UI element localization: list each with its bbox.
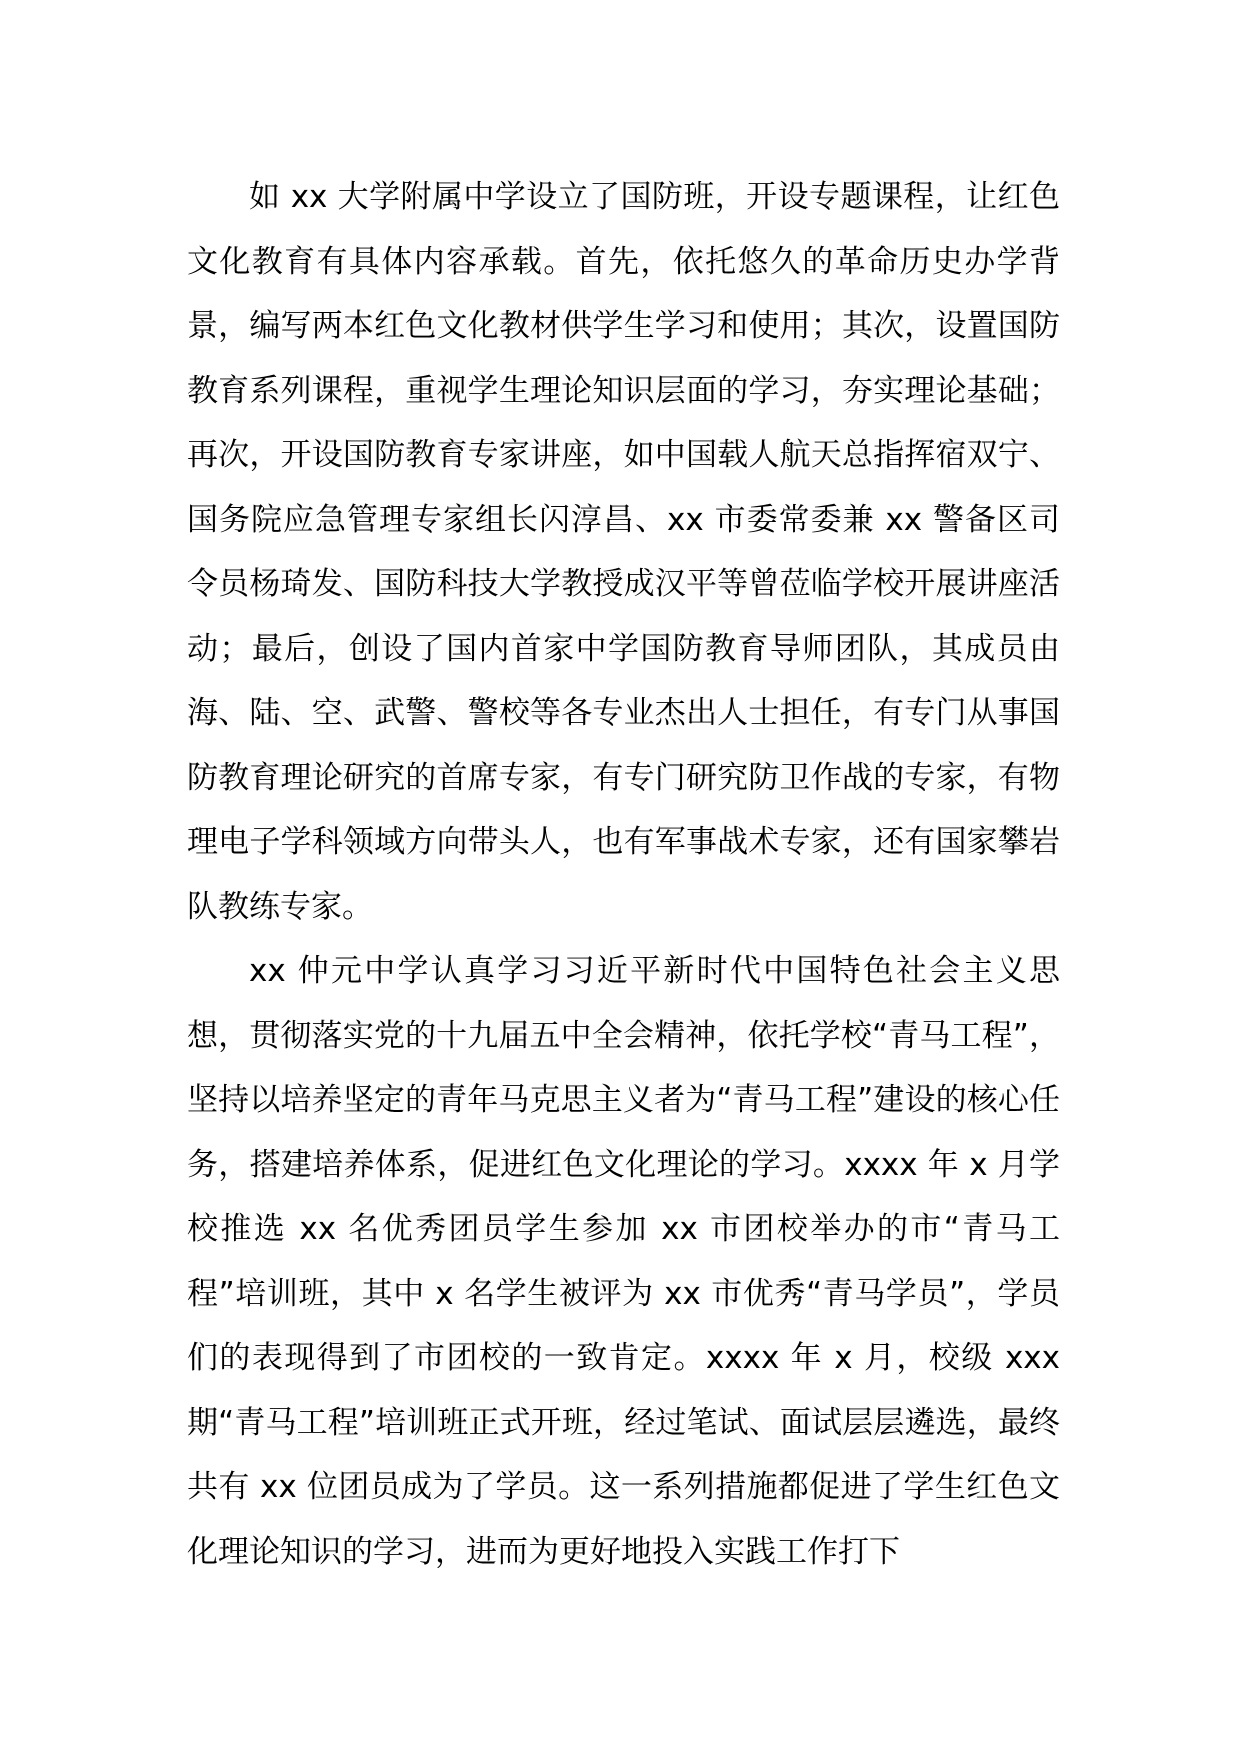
document-body bbox=[187, 165, 1060, 1584]
paragraph-national-defense-class: 如 xx 大学附属中学设立了国防班，开设专题课程，让红色文化教育有具体内容承载。首先，依托悠久的革命历史办学背景，编写两本红色文化教材供学生学习和使用；其次，设置国防教育系列课程，重视学生理论知识层面的学习，夯实理论基础；再次，开设国防教育专家讲座，如中国载人航天总指挥宿双宁、国务院应急管理专家组长闪淳昌、xx 市委常委兼 xx 警备区司令员杨琦发、国防科技大学教授成汉平等曾莅临学校开展讲座活动；最后，创设了国内首家中学国防教育导师团队，其成员由海、陆、空、武警、警校等各专业杰出人士担任，有专门从事国防教育理论研究的首席专家，有专门研究防卫作战的专家，有物理电子学科领域方向带头人，也有军事战术专家，还有国家攀岩队教练专家。 bbox=[187, 179, 1060, 925]
paragraph-qingma-project: xx 仲元中学认真学习习近平新时代中国特色社会主义思想，贯彻落实党的十九届五中全会精神，依托学校“青马工程”，坚持以培养坚定的青年马克思主义者为“青马工程”建设的核心任务，搭建培养体系，促进红色文化理论的学习。xxxx 年 x 月学校推选 xx 名优秀团员学生参加 xx 市团校举办的市“青马工程”培训班，其中 x 名学生被评为 xx 市优秀“青马学员”，学员们的表现得到了市团校的一致肯定。xxxx 年 x 月，校级 xxx 期“青马工程”培训班正式开班，经过笔试、面试层层遴选，最终共有 xx 位团员成为了学员。这一系列措施都促进了学生红色文化理论知识的学习，进而为更好地投入实践工作打下 bbox=[187, 953, 1060, 1570]
